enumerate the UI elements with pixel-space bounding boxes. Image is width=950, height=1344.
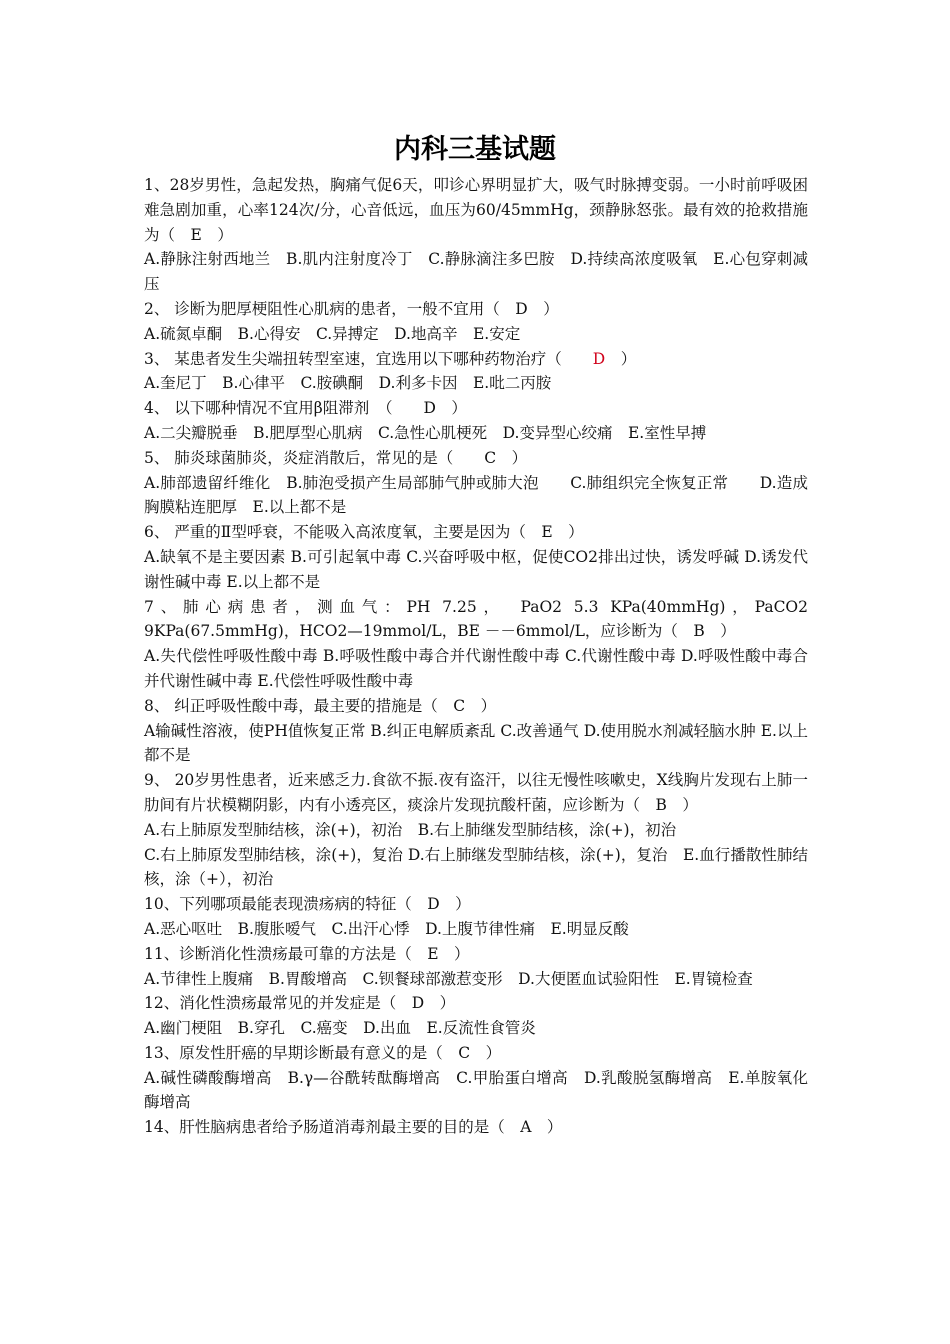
q4-options: A.二尖瓣脱垂 B.肥厚型心肌病 C.急性心肌梗死 D.变异型心绞痛 E.室性早搏 (144, 423, 707, 442)
q7-stem: 7、肺心病患者，测血气：PH 7.25， PaO2 5.3 KPa(40mmHg)，PaCO2 9KPa(67.5mmHg)，HCO2—19mmol/L，BE －－6mmol/L，应诊断为（ B ） (144, 597, 808, 641)
page-title: 内科三基试题 (394, 134, 556, 165)
q3-options: A.奎尼丁 B.心律平 C.胺碘酮 D.利多卡因 E.吡二丙胺 (144, 374, 552, 393)
q9-options-cde: C.右上肺原发型肺结核，涂(+)，复治 D.右上肺继发型肺结核，涂(+)，复治 E.血行播散性肺结核，涂（+），初治 (144, 845, 808, 889)
q8-stem: 8、 纠正呼吸性酸中毒，最主要的措施是（ C ） (144, 696, 497, 715)
q10-options: A.恶心呕吐 B.腹胀嗳气 C.出汗心悸 D.上腹节律性痛 E.明显反酸 (144, 919, 629, 938)
q11-stem: 11、诊断消化性溃疡最可靠的方法是（ E ） (144, 944, 470, 963)
q1-options: A.静脉注射西地兰 B.肌内注射度冷丁 C.静脉滴注多巴胺 D.持续高浓度吸氧 E.心包穿刺减压 (144, 250, 808, 294)
q13-stem: 13、原发性肝癌的早期诊断最有意义的是（ C ） (144, 1043, 502, 1062)
q5-stem: 5、 肺炎球菌肺炎，炎症消散后，常见的是（ C ） (144, 448, 528, 467)
q7-options: A.失代偿性呼吸性酸中毒 B.呼吸性酸中毒合并代谢性酸中毒 C.代谢性酸中毒 D.呼吸性酸中毒合并代谢性碱中毒 E.代偿性呼吸性酸中毒 (144, 647, 808, 690)
q9-options-ab: A.右上肺原发型肺结核，涂(+)，初治 B.右上肺继发型肺结核，涂(+)，初治 (144, 820, 677, 839)
q9-stem: 9、 20岁男性患者，近来感乏力.食欲不振.夜有盗汗，以往无慢性咳嗽史，X线胸片发现右上肺一肋间有片状模糊阴影，内有小透亮区，痰涂片发现抗酸杆菌，应诊断为（ B ） (144, 771, 808, 814)
q11-options: A.节律性上腹痛 B.胃酸增高 C.钡餐球部激惹变形 D.大便匿血试验阳性 E.胃镜检查 (144, 969, 753, 988)
q3-stem-close: ） (605, 349, 637, 368)
q10-stem: 10、下列哪项最能表现溃疡病的特征（ D ） (144, 895, 471, 914)
q13-options: A.碱性磷酸酶增高 B.γ—谷酰转酞酶增高 C.甲胎蛋白增高 D.乳酸脱氢酶增高 E.单胺氧化酶增高 (144, 1068, 808, 1112)
q3-answer: D (592, 349, 606, 368)
q2-options: A.硫氮卓酮 B.心得安 C.异搏定 D.地高辛 E.安定 (144, 324, 521, 343)
q3-stem (144, 347, 808, 372)
q4-stem: 4、 以下哪种情况不宜用β阻滞剂 （ D ） (144, 399, 467, 418)
q6-stem: 6、 严重的Ⅱ型呼衰，不能吸入高浓度氧，主要是因为（ E ） (144, 523, 584, 542)
q1-stem: 1、28岁男性，急起发热，胸痛气促6天，叩诊心界明显扩大，吸气时脉搏变弱。一小时前呼吸困难急剧加重，心率124次/分，心音低远，血压为60/45mmHg，颈静脉怒张。最有效的抢救措施为（ E ） (144, 176, 808, 244)
q3-stem-text: 3、 某患者发生尖端扭转型室速，宜选用以下哪种药物治疗（ (144, 349, 593, 368)
question-body (144, 173, 808, 1140)
q8-options: A输碱性溶液，使PH值恢复正常 B.纠正电解质紊乱 C.改善通气 D.使用脱水剂减轻脑水肿 E.以上都不是 (144, 721, 808, 765)
q14-stem: 14、肝性脑病患者给予肠道消毒剂最主要的目的是（ A ） (144, 1118, 563, 1137)
q5-options: A.肺部遗留纤维化 B.肺泡受损产生局部肺气肿或肺大泡 C.肺组织完全恢复正常 D.造成胸膜粘连肥厚 E.以上都不是 (144, 473, 808, 517)
q2-stem: 2、 诊断为肥厚梗阻性心肌病的患者，一般不宜用（ D ） (144, 299, 559, 318)
q12-stem: 12、消化性溃疡最常见的并发症是（ D ） (144, 994, 456, 1013)
q6-options: A.缺氧不是主要因素 B.可引起氧中毒 C.兴奋呼吸中枢，促使CO2排出过快，诱发呼碱 D.诱发代谢性碱中毒 E.以上都不是 (144, 547, 808, 591)
q12-options: A.幽门梗阻 B.穿孔 C.癌变 D.出血 E.反流性食管炎 (144, 1019, 536, 1038)
